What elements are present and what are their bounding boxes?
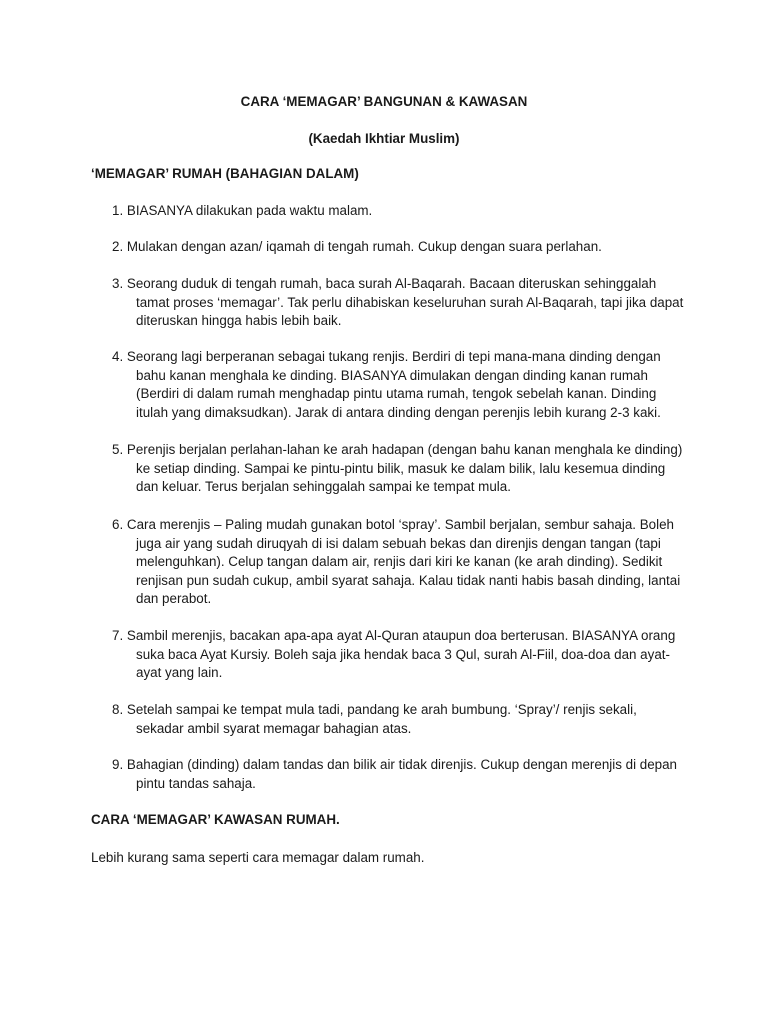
item-text: Mulakan dengan azan/ iqamah di tengah rumah. Cukup dengan suara perlahan. xyxy=(126,239,602,254)
item-text: BIASANYA dilakukan pada waktu malam. xyxy=(126,203,373,218)
item-text: Sambil merenjis, bacakan apa-apa ayat Al-Quran ataupun doa berterusan. BIASANYA orang suka baca Ayat Kursiy. Boleh saja jika hendak baca 3 Qul, surah Al-Fiil, doa-doa dan ayat-ayat yang lain. xyxy=(126,628,676,680)
list-item xyxy=(112,238,687,257)
document-title: CARA ‘MEMAGAR’ BANGUNAN & KAWASAN xyxy=(240,94,528,109)
item-text: Setelah sampai ke tempat mula tadi, pandang ke arah bumbung. ‘Spray’/ renjis sekali, sekadar ambil syarat memagar bahagian atas. xyxy=(126,702,637,736)
list-item xyxy=(112,516,687,609)
item-number: 5. xyxy=(112,442,124,457)
section-heading-inside: ‘MEMAGAR’ RUMAH (BAHAGIAN DALAM) xyxy=(91,166,359,181)
section-heading-outside: CARA ‘MEMAGAR’ KAWASAN RUMAH. xyxy=(91,812,340,827)
list-item xyxy=(112,627,687,683)
item-text: Cara merenjis – Paling mudah gunakan botol ‘spray’. Sambil berjalan, sembur sahaja. Boleh juga air yang sudah diruqyah di isi dalam sebuah bekas dan direnjis dengan tangan (tapi melenguhkan). Celup tangan dalam air, renjis dari kiri ke kanan (ke arah dinding). Sedikit renjisan pun sudah cukup, ambil syarat sahaja. Kalau tidak nanti habis basah dinding, lantai dan perabot. xyxy=(126,517,681,606)
item-text: Perenjis berjalan perlahan-lahan ke arah hadapan (dengan bahu kanan menghala ke dinding) ke setiap dinding. Sampai ke pintu-pintu bilik, masuk ke dalam bilik, lalu kesemua dinding dan keluar. Terus berjalan sehinggalah sampai ke tempat mula. xyxy=(126,442,683,494)
list-item xyxy=(112,348,687,422)
item-number: 2. xyxy=(112,239,124,254)
list-item xyxy=(112,441,687,497)
item-number: 9. xyxy=(112,757,124,772)
item-number: 1. xyxy=(112,203,124,218)
list-item xyxy=(112,701,687,738)
item-number: 7. xyxy=(112,628,124,643)
list-item xyxy=(112,275,687,331)
section-paragraph: Lebih kurang sama seperti cara memagar dalam rumah. xyxy=(91,850,425,865)
list-item xyxy=(112,756,687,793)
item-number: 8. xyxy=(112,702,124,717)
list-item xyxy=(112,202,687,221)
item-text: Bahagian (dinding) dalam tandas dan bilik air tidak direnjis. Cukup dengan merenjis di depan pintu tandas sahaja. xyxy=(126,757,678,791)
document-subtitle: (Kaedah Ikhtiar Muslim) xyxy=(308,131,460,146)
item-number: 3. xyxy=(112,276,124,291)
item-text: Seorang lagi berperanan sebagai tukang renjis. Berdiri di tepi mana-mana dinding dengan bahu kanan menghala ke dinding. BIASANYA dimulakan dengan dinding kanan rumah (Berdiri di dalam rumah menghadap pintu utama rumah, tengok sebelah kanan. Dinding itulah yang dimaksudkan). Jarak di antara dinding dengan perenjis lebih kurang 2-3 kaki. xyxy=(126,349,661,420)
item-text: Seorang duduk di tengah rumah, baca surah Al-Baqarah. Bacaan diteruskan sehinggalah tamat proses ‘memagar’. Tak perlu dihabiskan keseluruhan surah Al-Baqarah, tapi jika dapat diteruskan hingga habis lebih baik. xyxy=(126,276,684,328)
item-number: 6. xyxy=(112,517,124,532)
item-number: 4. xyxy=(112,349,124,364)
